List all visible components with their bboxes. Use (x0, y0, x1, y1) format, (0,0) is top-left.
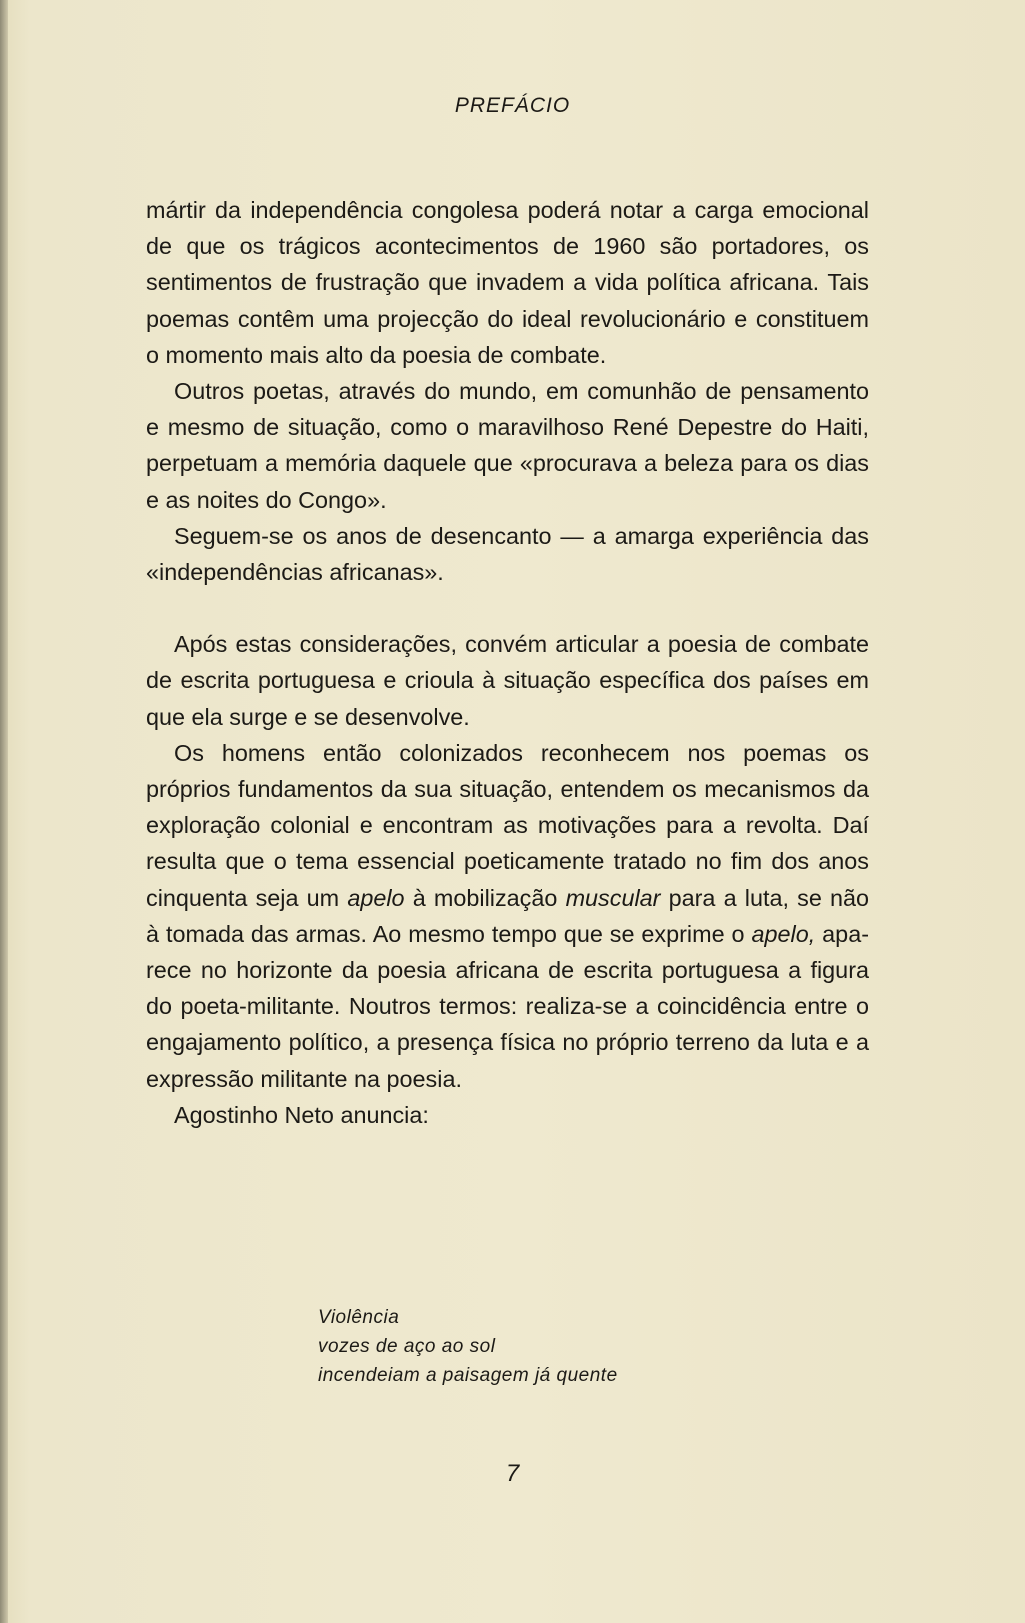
paragraph (146, 192, 869, 373)
emphasis-text: apelo (347, 884, 405, 911)
paragraph-text: à mobilização (404, 884, 566, 911)
verse-line: vozes de aço ao sol (318, 1336, 496, 1357)
verse-line: incendeiam a paisagem já quente (318, 1365, 618, 1386)
paragraph (146, 735, 869, 1097)
page-number: 7 (505, 1460, 520, 1487)
emphasis-text: apelo, (751, 920, 816, 947)
paragraph (146, 373, 869, 518)
verse-line: Violência (318, 1307, 400, 1328)
paragraph (146, 518, 869, 590)
paragraph (146, 1097, 869, 1133)
verse-quote (318, 1303, 618, 1390)
paragraph-text: Seguem-se os anos de desencanto — a amarga experiência das «independências africanas». (146, 522, 869, 586)
paragraph-text: Outros poetas, através do mundo, em comunhão de pensamento e mesmo de situação, como o maravilhoso René Depestre do Haiti, perpetuam a memória daquele que «procurava a beleza para os dias e as noites do Congo». (146, 378, 869, 513)
emphasis-text: muscular (565, 884, 661, 911)
paragraph-text: Agostinho Neto anuncia: (174, 1101, 429, 1128)
page-binding-edge (0, 0, 8, 1623)
paragraph-text: para a luta, se não à tomada das armas. Ao mesmo tempo que se exprime o (146, 884, 870, 947)
paragraph-text: Os homens então colonizados reconhecem nos poemas os próprios fundamentos da sua situação, entendem os mecanismos da exploração colonial e encontram as motivações para a revolta. Daí resulta que o tema essencial poeticamente tratado no fim dos anos cinquenta seja um (146, 739, 869, 911)
paragraph (146, 626, 869, 735)
paragraph-text: mártir da independência congolesa poderá notar a carga emocional de que os trágicos acontecimentos de 1960 são portadores, os sentimentos de frustração que invadem a vida política africana. Tais poemas contêm uma projecção do ideal revolucionário e constituem o momento mais alto da poesia de combate. (146, 197, 869, 368)
running-head: PREFÁCIO (454, 94, 571, 117)
paragraph-text: Após estas considerações, convém articular a poesia de combate de escrita portuguesa e crioula à situação específica dos países em que ela surge e se desenvolve. (146, 631, 869, 730)
paragraph-text: aparece no horizonte da poesia africana de escrita portuguesa a figura do poeta-militante. Noutros termos: realiza-se a coincidência entre o engajamento político, a presença física no próprio terreno da luta e a expressão militante na poesia. (146, 920, 869, 1092)
body-text (146, 192, 869, 1133)
